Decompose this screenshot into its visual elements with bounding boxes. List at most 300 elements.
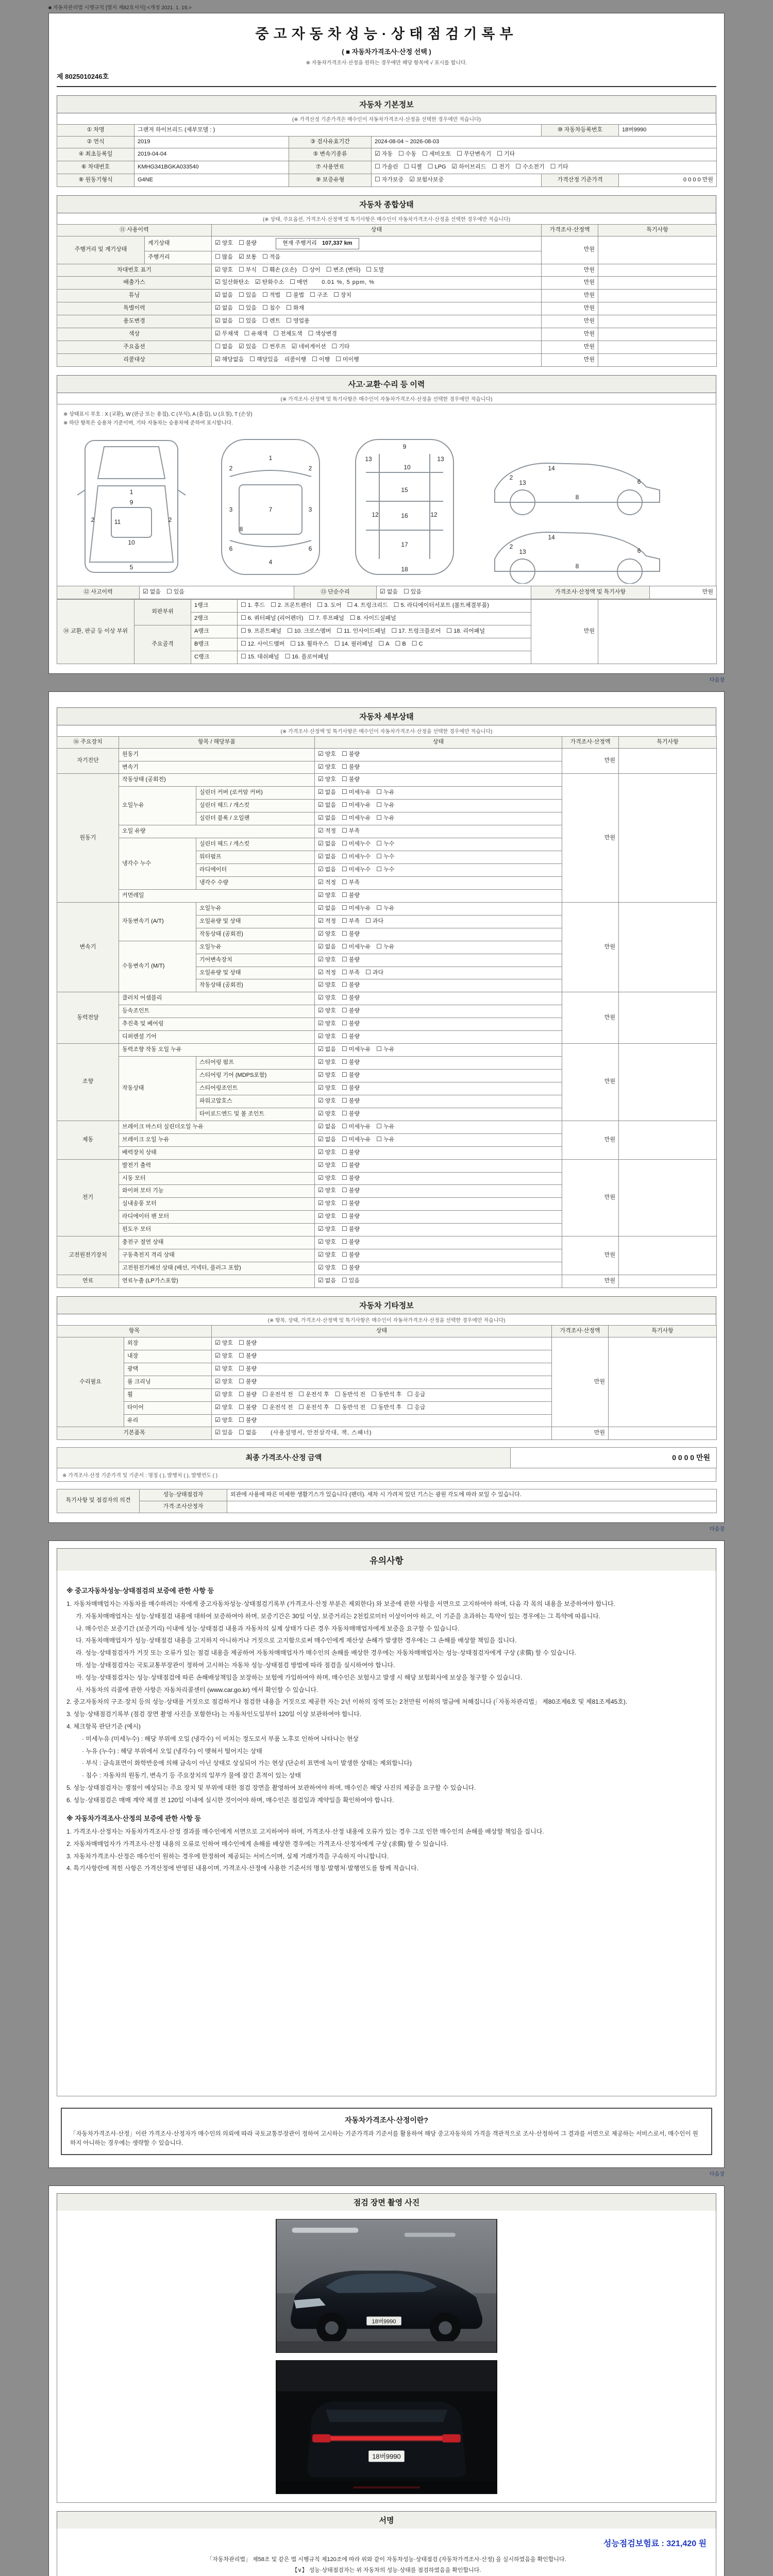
option-label: 무단변속기 [464,150,492,157]
status-options-cell[interactable] [315,851,562,864]
status-options-cell[interactable] [212,328,542,341]
checkbox-unchecked-icon[interactable]: ☐ [239,1403,244,1411]
status-options-cell[interactable] [238,625,531,638]
status-options-cell[interactable] [315,1005,562,1018]
checkbox-checked-icon[interactable]: ☑ [318,827,324,835]
checkbox-checked-icon[interactable]: ☑ [215,265,221,273]
checkbox-unchecked-icon[interactable]: ☐ [365,968,371,976]
checkbox-unchecked-icon[interactable]: ☐ [342,994,347,1002]
check-option [375,163,398,172]
checkbox-unchecked-icon[interactable]: ☐ [262,252,268,260]
checkbox-checked-icon[interactable]: ☑ [215,317,221,325]
status-options-cell[interactable] [315,967,562,979]
checkbox-unchecked-icon[interactable]: ☐ [317,601,323,608]
checkbox-unchecked-icon[interactable]: ☐ [342,1109,347,1117]
checkbox-checked-icon[interactable]: ☑ [318,1225,324,1233]
status-options-cell[interactable] [315,1236,562,1249]
checkbox-unchecked-icon[interactable]: ☐ [342,840,347,848]
status-options-cell[interactable] [315,748,562,761]
checkbox-unchecked-icon[interactable]: ☐ [298,1390,305,1398]
checkbox-unchecked-icon[interactable]: ☐ [342,917,347,924]
check-option [215,292,233,300]
checkbox-unchecked-icon[interactable]: ☐ [239,1364,244,1372]
status-options-cell[interactable] [315,787,562,800]
status-options-cell[interactable] [212,354,542,367]
checkbox-checked-icon[interactable]: ☑ [215,1377,221,1385]
checkbox-unchecked-icon[interactable]: ☐ [342,1135,347,1143]
status-options-cell[interactable] [315,825,562,838]
checkbox-unchecked-icon[interactable]: ☐ [342,775,347,783]
checkbox-unchecked-icon[interactable]: ☐ [239,317,244,325]
checkbox-unchecked-icon[interactable]: ☐ [271,601,277,608]
status-options-cell[interactable] [315,1224,562,1236]
checkbox-checked-icon[interactable]: ☑ [215,1364,221,1372]
checkbox-unchecked-icon[interactable]: ☐ [326,265,332,273]
checkbox-unchecked-icon[interactable]: ☐ [334,639,340,647]
check-option [286,317,310,326]
next-page-link[interactable]: 다음장 [710,677,725,683]
status-options-cell[interactable] [212,1376,552,1388]
checkbox-unchecked-icon[interactable]: ☐ [342,1225,347,1233]
status-options-cell[interactable] [372,161,717,174]
checkbox-unchecked-icon[interactable]: ☐ [333,291,339,299]
checkbox-checked-icon[interactable]: ☑ [318,942,324,950]
checkbox-unchecked-icon[interactable]: ☐ [262,1390,268,1398]
status-options-cell[interactable] [315,928,562,941]
status-options-cell[interactable] [315,979,562,992]
checkbox-unchecked-icon[interactable]: ☐ [376,814,382,822]
checkbox-unchecked-icon[interactable]: ☐ [241,652,246,660]
checkbox-checked-icon[interactable]: ☑ [318,775,324,783]
status-options-cell[interactable] [315,1275,562,1288]
status-options-cell[interactable] [315,774,562,787]
checkbox-checked-icon[interactable]: ☑ [318,1058,324,1066]
checkbox-checked-icon[interactable]: ☑ [215,291,221,299]
status-options-cell[interactable] [212,251,542,264]
checkbox-checked-icon[interactable]: ☑ [318,1199,324,1207]
checkbox-unchecked-icon[interactable]: ☐ [241,601,246,608]
checkbox-unchecked-icon[interactable]: ☐ [342,1148,347,1156]
checkbox-unchecked-icon[interactable]: ☐ [342,1032,347,1040]
checkbox-checked-icon[interactable]: ☑ [318,1122,324,1130]
checkbox-unchecked-icon[interactable]: ☐ [342,814,347,822]
checkbox-unchecked-icon[interactable]: ☐ [241,626,246,634]
status-options-cell[interactable] [315,1095,562,1108]
checkbox-checked-icon[interactable]: ☑ [318,1238,324,1246]
checkbox-unchecked-icon[interactable]: ☐ [302,265,308,273]
status-options-cell[interactable] [315,954,562,967]
checkbox-unchecked-icon[interactable]: ☐ [376,1122,382,1130]
checkbox-unchecked-icon[interactable]: ☐ [404,162,410,170]
checkbox-unchecked-icon[interactable]: ☐ [371,1390,377,1398]
checkbox-checked-icon[interactable]: ☑ [318,968,324,976]
option-label: 누수 [383,867,395,873]
status-options-cell[interactable] [315,1070,562,1082]
checkbox-unchecked-icon[interactable]: ☐ [550,162,556,170]
next-page-link[interactable]: 다음장 [710,1526,725,1532]
checkbox-unchecked-icon[interactable]: ☐ [342,853,347,860]
checkbox-checked-icon[interactable]: ☑ [318,1071,324,1078]
checkbox-unchecked-icon[interactable]: ☐ [335,355,341,363]
checkbox-unchecked-icon[interactable]: ☐ [215,343,221,350]
checkbox-checked-icon[interactable]: ☑ [318,1174,324,1181]
checkbox-unchecked-icon[interactable]: ☐ [244,330,250,337]
checkbox-unchecked-icon[interactable]: ☐ [342,1007,347,1014]
label-cell: 가격조사·산정액 및 특기사항 [531,586,650,599]
checkbox-checked-icon[interactable]: ☑ [318,762,324,770]
status-options-cell[interactable] [212,1401,552,1414]
check-option [318,1097,336,1106]
status-options-cell[interactable] [212,290,542,302]
checkbox-unchecked-icon[interactable]: ☐ [286,291,292,299]
checkbox-unchecked-icon[interactable]: ☐ [407,1390,413,1398]
checkbox-unchecked-icon[interactable]: ☐ [427,162,433,170]
checkbox-unchecked-icon[interactable]: ☐ [342,801,347,809]
option-label: 불량 [245,240,257,246]
option-label: 동반석 후 [378,1391,402,1398]
checkbox-unchecked-icon[interactable]: ☐ [391,626,397,634]
status-options-cell[interactable] [212,1414,552,1427]
checkbox-unchecked-icon[interactable]: ☐ [376,942,382,950]
status-options-cell[interactable] [238,638,531,651]
status-options-cell[interactable] [212,1427,552,1440]
checkbox-unchecked-icon[interactable]: ☐ [290,639,296,647]
checkbox-unchecked-icon[interactable]: ☐ [342,1264,347,1272]
checkbox-unchecked-icon[interactable]: ☐ [342,1199,347,1207]
checkbox-checked-icon[interactable]: ☑ [318,1264,324,1272]
checkbox-unchecked-icon[interactable]: ☐ [239,1351,244,1359]
checkbox-unchecked-icon[interactable]: ☐ [273,330,279,337]
status-options-cell[interactable] [315,1057,562,1070]
checkbox-unchecked-icon[interactable]: ☐ [376,840,382,848]
checkbox-checked-icon[interactable]: ☑ [291,343,297,350]
status-options-cell[interactable] [212,341,542,354]
checkbox-unchecked-icon[interactable]: ☐ [262,343,268,350]
check-option [215,304,233,313]
checkbox-unchecked-icon[interactable]: ☐ [342,1174,347,1181]
status-options-cell[interactable] [315,1121,562,1133]
checkbox-checked-icon[interactable]: ☑ [215,239,221,246]
status-options-cell[interactable] [315,889,562,902]
checkbox-unchecked-icon[interactable]: ☐ [366,265,372,273]
checkbox-unchecked-icon[interactable]: ☐ [349,614,356,621]
checkbox-unchecked-icon[interactable]: ☐ [342,1238,347,1246]
checkbox-unchecked-icon[interactable]: ☐ [342,904,347,911]
checkbox-unchecked-icon[interactable]: ☐ [342,968,347,976]
checkbox-unchecked-icon[interactable]: ☐ [239,1338,244,1346]
check-option [342,1007,360,1015]
status-options-cell[interactable] [315,1133,562,1146]
checkbox-unchecked-icon[interactable]: ☐ [342,878,347,886]
checkbox-checked-icon[interactable]: ☑ [318,1212,324,1220]
status-options-cell[interactable] [315,1108,562,1121]
checkbox-unchecked-icon[interactable]: ☐ [239,1416,244,1423]
checkbox-checked-icon[interactable]: ☑ [239,343,244,350]
checkbox-unchecked-icon[interactable]: ☐ [393,601,399,608]
checkbox-unchecked-icon[interactable]: ☐ [310,291,315,299]
checkbox-unchecked-icon[interactable]: ☐ [407,1403,413,1411]
checkbox-checked-icon[interactable]: ☑ [215,1416,221,1423]
checkbox-checked-icon[interactable]: ☑ [318,1251,324,1259]
checkbox-checked-icon[interactable]: ☑ [318,994,324,1002]
checkbox-unchecked-icon[interactable]: ☐ [376,904,382,911]
checkbox-unchecked-icon[interactable]: ☐ [334,1403,341,1411]
checkbox-unchecked-icon[interactable]: ☐ [376,801,382,809]
checkbox-unchecked-icon[interactable]: ☐ [342,1096,347,1104]
checkbox-checked-icon[interactable]: ☑ [318,1109,324,1117]
status-options-cell[interactable] [315,992,562,1005]
checkbox-checked-icon[interactable]: ☑ [318,1148,324,1156]
status-options-cell[interactable] [315,902,562,915]
checkbox-unchecked-icon[interactable]: ☐ [308,330,314,337]
checkbox-unchecked-icon[interactable]: ☐ [241,614,246,621]
checkbox-unchecked-icon[interactable]: ☐ [342,762,347,770]
checkbox-unchecked-icon[interactable]: ☐ [446,626,452,634]
checkbox-checked-icon[interactable]: ☑ [318,1045,324,1053]
status-options-cell[interactable] [315,876,562,889]
checkbox-checked-icon[interactable]: ☑ [318,981,324,989]
checkbox-checked-icon[interactable]: ☑ [318,1135,324,1143]
status-options-cell[interactable] [315,1018,562,1031]
checkbox-checked-icon[interactable]: ☑ [318,917,324,924]
checkbox-checked-icon[interactable]: ☑ [318,1020,324,1027]
checkbox-unchecked-icon[interactable]: ☐ [342,1058,347,1066]
status-options-cell[interactable] [212,302,542,315]
checkbox-checked-icon[interactable]: ☑ [318,853,324,860]
checkbox-unchecked-icon[interactable]: ☐ [375,175,380,183]
checkbox-unchecked-icon[interactable]: ☐ [215,252,221,260]
status-options-cell[interactable] [315,864,562,877]
checkbox-checked-icon[interactable]: ☑ [318,1007,324,1014]
checkbox-unchecked-icon[interactable]: ☐ [395,639,401,647]
status-options-cell[interactable] [212,1363,552,1376]
status-options-cell[interactable] [315,1262,562,1275]
checkbox-unchecked-icon[interactable]: ☐ [422,149,428,157]
check-option [376,802,394,810]
option-label: 기타 [504,150,515,157]
checkbox-unchecked-icon[interactable]: ☐ [331,343,338,350]
checkbox-unchecked-icon[interactable]: ☐ [492,162,498,170]
checkbox-checked-icon[interactable]: ☑ [318,955,324,963]
checkbox-checked-icon[interactable]: ☑ [318,1187,324,1194]
checkbox-unchecked-icon[interactable]: ☐ [262,317,268,325]
checkbox-unchecked-icon[interactable]: ☐ [337,626,343,634]
checkbox-unchecked-icon[interactable]: ☐ [398,149,404,157]
checkbox-checked-icon[interactable]: ☑ [215,1338,221,1346]
checkbox-unchecked-icon[interactable]: ☐ [347,601,353,608]
status-options-cell[interactable] [315,941,562,954]
checkbox-unchecked-icon[interactable]: ☐ [342,942,347,950]
status-options-cell[interactable] [315,812,562,825]
checkbox-unchecked-icon[interactable]: ☐ [239,304,244,312]
checkbox-checked-icon[interactable]: ☑ [451,162,458,170]
checkbox-unchecked-icon[interactable]: ☐ [411,639,417,647]
checkbox-checked-icon[interactable]: ☑ [143,588,148,595]
checkbox-checked-icon[interactable]: ☑ [215,355,221,363]
checkbox-unchecked-icon[interactable]: ☐ [239,1377,244,1385]
checkbox-unchecked-icon[interactable]: ☐ [286,317,292,325]
checkbox-unchecked-icon[interactable]: ☐ [342,1212,347,1220]
checkbox-checked-icon[interactable]: ☑ [318,866,324,873]
checkbox-unchecked-icon[interactable]: ☐ [376,1135,382,1143]
status-options-cell[interactable] [238,599,531,612]
notice-line: · 침수 : 자동차의 원동기, 변속기 등 주요장치의 일부가 물에 잠긴 흔적이 있는 상태 [82,1772,301,1780]
checkbox-checked-icon[interactable]: ☑ [215,1390,221,1398]
status-options-cell[interactable] [315,838,562,851]
checkbox-unchecked-icon[interactable]: ☐ [342,1251,347,1259]
page-block-basic [48,13,725,674]
checkbox-checked-icon[interactable]: ☑ [318,1032,324,1040]
checkbox-unchecked-icon[interactable]: ☐ [342,891,347,899]
status-options-cell[interactable] [212,1350,552,1363]
checkbox-checked-icon[interactable]: ☑ [318,840,324,848]
checkbox-unchecked-icon[interactable]: ☐ [262,304,268,312]
status-options-cell[interactable] [315,1172,562,1185]
status-options-cell[interactable] [372,174,542,187]
status-options-cell[interactable] [140,586,294,599]
checkbox-checked-icon[interactable]: ☑ [318,1277,324,1284]
status-options-cell[interactable] [315,1146,562,1159]
checkbox-unchecked-icon[interactable]: ☐ [262,1403,268,1411]
status-options-cell[interactable] [377,586,531,599]
checkbox-checked-icon[interactable]: ☑ [215,1429,221,1436]
check-option [241,628,281,636]
check-option [262,1391,293,1399]
checkbox-unchecked-icon[interactable]: ☐ [376,1045,382,1053]
status-options-cell[interactable] [372,148,717,161]
checkbox-checked-icon[interactable]: ☑ [318,814,324,822]
status-options-cell[interactable] [315,1082,562,1095]
checkbox-unchecked-icon[interactable]: ☐ [334,1390,341,1398]
checkbox-unchecked-icon[interactable]: ☐ [342,866,347,873]
checkbox-unchecked-icon[interactable]: ☐ [342,750,347,757]
checkbox-checked-icon[interactable]: ☑ [318,904,324,911]
checkbox-checked-icon[interactable]: ☑ [215,304,221,312]
status-options-cell[interactable] [315,915,562,928]
checkbox-unchecked-icon[interactable]: ☐ [342,788,347,796]
checkbox-unchecked-icon[interactable]: ☐ [239,239,244,246]
checkbox-unchecked-icon[interactable]: ☐ [284,652,291,660]
checkbox-unchecked-icon[interactable]: ☐ [457,149,463,157]
checkbox-unchecked-icon[interactable]: ☐ [378,639,384,647]
checkbox-checked-icon[interactable]: ☑ [215,278,221,286]
status-options-cell[interactable] [315,1249,562,1262]
checkbox-unchecked-icon[interactable]: ☐ [342,1083,347,1091]
status-options-cell[interactable] [315,1159,562,1172]
checkbox-unchecked-icon[interactable]: ☐ [515,162,522,170]
checkbox-unchecked-icon[interactable]: ☐ [342,1277,347,1284]
checkbox-checked-icon[interactable]: ☑ [255,278,261,286]
checkbox-unchecked-icon[interactable]: ☐ [290,278,295,286]
checkbox-unchecked-icon[interactable]: ☐ [239,1390,244,1398]
checkbox-unchecked-icon[interactable]: ☐ [365,917,371,924]
status-options-cell[interactable] [212,1388,552,1401]
status-options-cell[interactable] [315,761,562,774]
status-options-cell[interactable] [315,1198,562,1211]
checkbox-checked-icon[interactable]: ☑ [318,801,324,809]
checkbox-unchecked-icon[interactable]: ☐ [241,639,246,647]
next-page-link[interactable]: 다음장 [710,2172,725,2178]
checkbox-checked-icon[interactable]: ☑ [215,330,221,337]
checkbox-checked-icon[interactable]: ☑ [380,588,385,595]
checkbox-unchecked-icon[interactable]: ☐ [342,955,347,963]
checkbox-checked-icon[interactable]: ☑ [318,1161,324,1168]
value-cell [619,774,717,902]
checkbox-checked-icon[interactable]: ☑ [318,788,324,796]
checkbox-unchecked-icon[interactable]: ☐ [342,1045,347,1053]
status-options-cell[interactable] [212,1337,552,1350]
checkbox-unchecked-icon[interactable]: ☐ [262,291,268,299]
checkbox-unchecked-icon[interactable]: ☐ [342,1020,347,1027]
checkbox-unchecked-icon[interactable]: ☐ [375,162,380,170]
checkbox-unchecked-icon[interactable]: ☐ [342,1187,347,1194]
status-options-cell[interactable] [212,264,542,277]
checkbox-unchecked-icon[interactable]: ☐ [371,1403,377,1411]
status-options-cell[interactable] [238,651,531,664]
svg-text:18: 18 [401,566,408,573]
check-option [404,588,422,597]
checkbox-unchecked-icon[interactable]: ☐ [404,588,409,595]
checkbox-unchecked-icon[interactable]: ☐ [342,981,347,989]
checkbox-unchecked-icon[interactable]: ☐ [342,1122,347,1130]
checkbox-unchecked-icon[interactable]: ☐ [166,588,172,595]
status-options-cell[interactable] [315,1211,562,1224]
checkbox-checked-icon[interactable]: ☑ [318,891,324,899]
checkbox-unchecked-icon[interactable]: ☐ [262,265,268,273]
checkbox-unchecked-icon[interactable]: ☐ [249,355,256,363]
checkbox-unchecked-icon[interactable]: ☐ [342,929,347,937]
option-label: 해당있음 [257,357,279,363]
checkbox-checked-icon[interactable]: ☑ [375,149,380,157]
checkbox-unchecked-icon[interactable]: ☐ [286,304,292,312]
price-cell: 만원 [562,992,619,1044]
checkbox-unchecked-icon[interactable]: ☐ [309,614,315,621]
checkbox-checked-icon[interactable]: ☑ [239,252,244,260]
checkbox-unchecked-icon[interactable]: ☐ [239,265,244,273]
checkbox-checked-icon[interactable]: ☑ [318,1083,324,1091]
checkbox-checked-icon[interactable]: ☑ [215,1403,221,1411]
checkbox-unchecked-icon[interactable]: ☐ [376,866,382,873]
checkbox-unchecked-icon[interactable]: ☐ [239,1429,244,1436]
status-options-cell[interactable] [212,277,542,290]
checkbox-unchecked-icon[interactable]: ☐ [497,149,503,157]
inspection-insurance-fee: 성능점검보험료 : 321,420 원 [603,2539,707,2549]
checkbox-unchecked-icon[interactable]: ☐ [298,1403,305,1411]
checkbox-checked-icon[interactable]: ☑ [409,175,415,183]
checkbox-unchecked-icon[interactable]: ☐ [342,1161,347,1168]
checkbox-unchecked-icon[interactable]: ☐ [342,827,347,835]
checkbox-checked-icon[interactable]: ☑ [318,878,324,886]
checkbox-unchecked-icon[interactable]: ☐ [312,355,317,363]
status-options-cell[interactable] [212,315,542,328]
checkbox-checked-icon[interactable]: ☑ [318,929,324,937]
checkbox-unchecked-icon[interactable]: ☐ [376,788,382,796]
status-options-cell[interactable] [315,1031,562,1044]
status-options-cell[interactable] [315,1185,562,1198]
status-options-cell[interactable] [212,236,542,251]
status-options-cell[interactable] [315,800,562,812]
status-options-cell[interactable] [315,1044,562,1057]
checkbox-checked-icon[interactable]: ☑ [318,750,324,757]
status-options-cell[interactable] [238,612,531,625]
checkbox-unchecked-icon[interactable]: ☐ [376,853,382,860]
checkbox-checked-icon[interactable]: ☑ [215,1351,221,1359]
checkbox-unchecked-icon[interactable]: ☐ [239,291,244,299]
checkbox-unchecked-icon[interactable]: ☐ [287,626,293,634]
checkbox-checked-icon[interactable]: ☑ [318,1096,324,1104]
svg-text:1: 1 [268,454,273,462]
checkbox-unchecked-icon[interactable]: ☐ [342,1071,347,1078]
